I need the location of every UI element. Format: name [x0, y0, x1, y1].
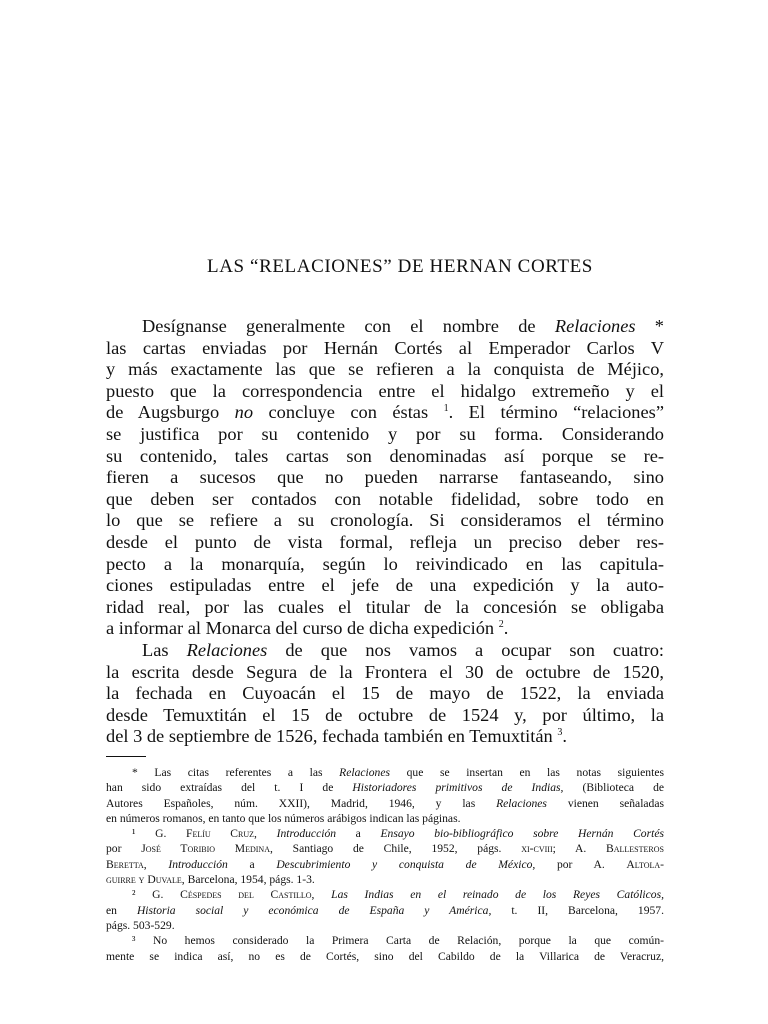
note-line [106, 780, 664, 795]
footnotes [106, 765, 664, 964]
text-line: ciones estipuladas entre el jefe de una expedición y la auto- [106, 575, 664, 596]
footnote-divider [106, 756, 146, 757]
text-line [106, 618, 664, 640]
page-range: xi-cviii [521, 842, 553, 856]
italic-term: Historiadores primitivos de Indias, [352, 781, 564, 795]
note-line: en números romanos, en tanto que los números arábigos indican las páginas. [106, 811, 461, 825]
note-line: mente se indica así, no es de Cortés, sino del Cabildo de la Villarica de Veracruz, [106, 949, 664, 963]
paragraph-1 [106, 316, 664, 640]
footnote-3 [106, 933, 664, 964]
italic-term: Introducción [256, 827, 337, 841]
text-line: pecto a la monarquía, según lo reivindicado en las capitula- [106, 553, 664, 574]
text-run: de Augsburgo [106, 402, 235, 423]
text-line: se justifica por su contenido y por su forma. Considerando [106, 423, 664, 444]
author-name: Céspedes del Castillo, [180, 888, 315, 902]
text-run: en [106, 903, 137, 917]
text-run: Santiago de Chile, 1952, págs. [272, 842, 522, 856]
text-run: ¹ G. [132, 827, 187, 841]
text-run: que se insertan en las notas siguientes [390, 766, 664, 779]
text-run: Las [142, 639, 187, 660]
author-name: Felíu Cruz, [186, 827, 257, 841]
text-run: a [227, 857, 277, 871]
text-line [106, 316, 664, 338]
text-line: fieren a sucesos que no pueden narrarse fantaseando, sino [106, 467, 664, 488]
text-run: Desígnanse generalmente con el nombre de [142, 316, 555, 336]
text-run: de que nos vamos a ocupar son cuatro: [267, 639, 664, 660]
text-run: del 3 de septiembre de 1526, fechada también en Temuxtitán [106, 726, 558, 747]
text-run: . [562, 726, 567, 747]
italic-term: Relaciones [496, 796, 547, 810]
text-line: desde el punto de vista formal, refleja un preciso deber res- [106, 531, 664, 552]
italic-term: Descubrimiento y conquista de México, [276, 857, 536, 871]
text-run: concluye con éstas [253, 402, 444, 423]
note-line [106, 857, 664, 872]
note-line [106, 872, 664, 887]
author-name: Altola- [626, 857, 664, 871]
note-line [106, 841, 664, 856]
text-line: lo que se refiere a su cronología. Si consideramos el término [106, 510, 664, 531]
text-run: t. II, Barcelona, 1957. [491, 903, 665, 917]
text-line [106, 726, 664, 748]
text-run: vienen señaladas [546, 796, 665, 810]
text-run: . El término “relaciones” [448, 402, 664, 423]
text-run: por [106, 842, 142, 856]
text-run: Barcelona, 1954, págs. 1-3. [184, 873, 315, 887]
italic-term: Las Indias en el reinado de los Reyes Católicos, [314, 888, 665, 902]
text-line: desde Temuxtitán el 15 de octubre de 1524 y, por último, la [106, 704, 664, 725]
text-run: * Las citas referentes a las [132, 766, 340, 779]
main-body [106, 316, 664, 748]
text-run: han sido extraídas del t. I de [106, 781, 353, 795]
text-run: a [336, 827, 381, 841]
text-line: la fechada en Cuyoacán el 15 de mayo de 1522, la enviada [106, 683, 664, 704]
note-line [106, 826, 664, 841]
author-name: Beretta, [106, 857, 147, 871]
text-run: a informar al Monarca del curso de dicha expedición [106, 618, 499, 639]
text-run: ; A. [552, 842, 607, 856]
chapter-title: LAS “RELACIONES” DE HERNAN CORTES [207, 256, 593, 277]
footnote-1 [106, 826, 664, 887]
note-line [106, 796, 664, 811]
author-name: guirre y Duvale, [106, 873, 185, 887]
italic-term: Relaciones [339, 766, 390, 779]
author-name: Ballesteros [606, 842, 664, 856]
text-run: (Biblioteca de [563, 781, 665, 795]
author-name: José Toribio Medina, [141, 842, 273, 856]
text-run: Autores Españoles, núm. XXII), Madrid, 1946, y las [106, 796, 497, 810]
text-line: la escrita desde Segura de la Frontera el 30 de octubre de 1520, [106, 661, 664, 682]
note-line [106, 903, 664, 918]
footnote-ref: 2 [498, 619, 504, 631]
footnote-2 [106, 887, 664, 933]
italic-term: Introducción [146, 857, 228, 871]
text-line: que deben ser contados con notable fidelidad, sobre todo en [106, 488, 664, 509]
footnote-ref: 1 [443, 403, 449, 415]
text-line: ridad real, por las cuales el titular de la concesión se obligaba [106, 596, 664, 617]
note-line: págs. 503-529. [106, 918, 175, 932]
italic-term: Relaciones [554, 316, 636, 336]
note-line [106, 887, 664, 902]
footnote-ref: 3 [557, 727, 563, 739]
footnote-asterisk [106, 765, 664, 826]
italic-term: Historia social y económica de España y América, [136, 903, 492, 917]
note-line: ³ No hemos considerado la Primera Carta de Relación, porque la que común- [132, 934, 664, 948]
footnote-mark: * [635, 316, 665, 336]
text-line [106, 640, 664, 662]
text-run: ² G. [132, 888, 181, 902]
note-line [106, 765, 664, 780]
italic-term: Ensayo bio-bibliográfico sobre Hernán Cortés [380, 827, 664, 841]
italic-term: Relaciones [186, 639, 268, 660]
text-line [106, 402, 664, 424]
italic-term: no [234, 402, 254, 423]
text-line: puesto que la correspondencia entre el hidalgo extremeño y el [106, 380, 664, 401]
text-run: por A. [535, 857, 627, 871]
text-line: y más exactamente las que se refieren a la conquista de Méjico, [106, 359, 664, 380]
text-run: . [503, 618, 509, 639]
paragraph-2 [106, 640, 664, 748]
text-line: las cartas enviadas por Hernán Cortés al Emperador Carlos V [106, 337, 664, 358]
text-line: su contenido, tales cartas son denominadas así porque se re- [106, 445, 664, 466]
